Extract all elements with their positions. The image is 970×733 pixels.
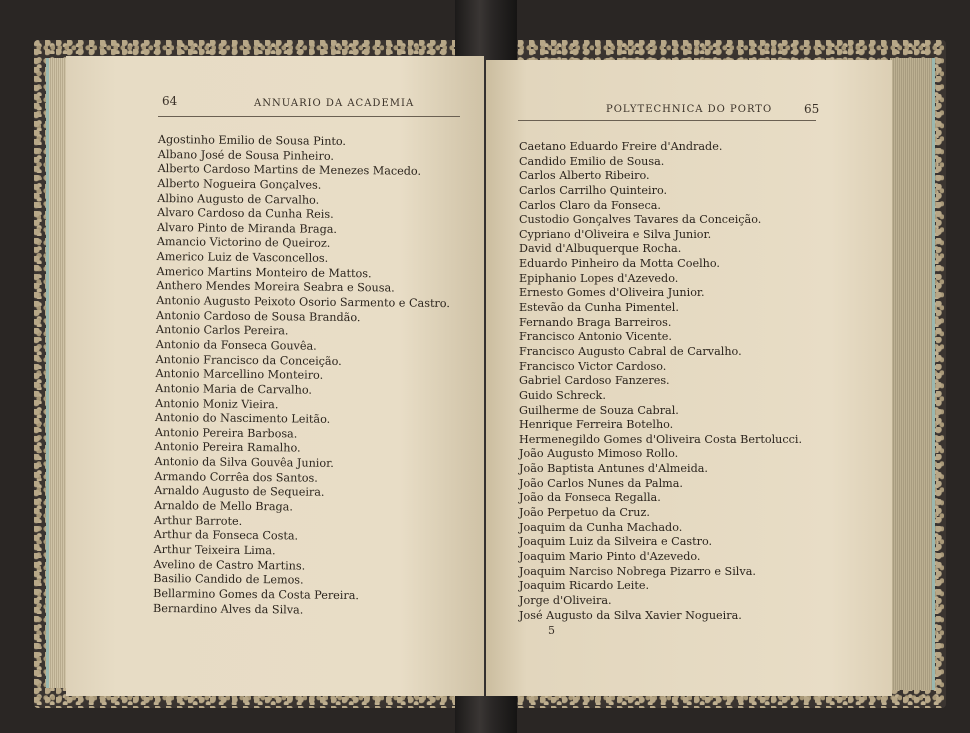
name-entry: Carlos Alberto Ribeiro. — [519, 169, 650, 183]
left-name-list — [153, 133, 452, 619]
name-entry: Epiphanio Lopes d'Azevedo. — [519, 271, 679, 285]
name-entry: João Perpetuo da Cruz. — [519, 506, 650, 520]
right-running-head: POLYTECHNICA DO PORTO — [606, 104, 773, 115]
left-running-head: ANNUARIO DA ACADEMIA — [254, 98, 415, 109]
name-entry: Joaquim Luiz da Silveira e Castro. — [519, 535, 713, 549]
name-entry: David d'Albuquerque Rocha. — [519, 242, 682, 256]
name-entry: Armando Corrêa dos Santos. — [154, 469, 318, 485]
name-entry: Amancio Victorino de Queiroz. — [156, 235, 331, 251]
name-entry: Avelino de Castro Martins. — [153, 557, 306, 573]
name-entry: Antonio Pereira Barbosa. — [154, 425, 298, 441]
name-entry: Antonio Marcellino Monteiro. — [155, 367, 324, 382]
name-entry: Francisco Augusto Cabral de Carvalho. — [519, 344, 742, 358]
name-entry: Antonio Carlos Pereira. — [155, 323, 289, 338]
name-entry: Albano José de Sousa Pinheiro. — [157, 147, 335, 163]
name-entry: Custodio Gonçalves Tavares da Conceição. — [519, 213, 762, 227]
name-entry: Arthur da Fonseca Costa. — [153, 528, 299, 543]
name-entry: Agostinho Emilio de Sousa Pinto. — [157, 133, 347, 148]
name-entry: Arnaldo de Mello Braga. — [154, 498, 293, 514]
name-entry: Antonio Cardoso de Sousa Brandão. — [156, 308, 361, 324]
right-name-list — [519, 140, 802, 623]
name-entry: João Baptista Antunes d'Almeida. — [519, 462, 708, 476]
name-entry: Candido Emilio de Sousa. — [519, 154, 665, 168]
name-entry: Antonio da Silva Gouvêa Junior. — [154, 455, 334, 470]
name-entry: Alvaro Cardoso da Cunha Reis. — [157, 206, 334, 222]
name-entry: Eduardo Pinheiro da Motta Coelho. — [519, 257, 720, 271]
name-entry: Carlos Claro da Fonseca. — [519, 198, 661, 212]
name-entry: Antonio Pereira Ramalho. — [154, 440, 301, 455]
name-entry: Gabriel Cardoso Fanzeres. — [519, 374, 670, 388]
right-page-stack-edge — [890, 58, 935, 690]
name-entry: Cypriano d'Oliveira e Silva Junior. — [519, 227, 712, 241]
name-entry: Arnaldo Augusto de Sequeira. — [154, 484, 325, 500]
name-entry: Alberto Nogueira Gonçalves. — [157, 176, 322, 192]
name-entry: Albino Augusto de Carvalho. — [157, 191, 320, 207]
name-entry: Antonio Francisco da Conceição. — [155, 352, 342, 368]
name-entry: Anthero Mendes Moreira Seabra e Sousa. — [156, 279, 395, 295]
name-entry: Hermenegildo Gomes d'Oliveira Costa Bertolucci. — [519, 432, 803, 446]
name-entry: Arthur Barrote. — [153, 513, 243, 528]
right-header-rule — [518, 120, 816, 121]
name-entry: João Augusto Mimoso Rollo. — [519, 447, 679, 461]
name-entry: Bernardino Alves da Silva. — [152, 601, 304, 617]
name-entry: Jorge d'Oliveira. — [519, 593, 612, 607]
right-page-number: 65 — [804, 102, 820, 116]
name-entry: Francisco Antonio Vicente. — [519, 330, 672, 344]
name-entry: Carlos Carrilho Quinteiro. — [519, 183, 668, 197]
name-entry: Alvaro Pinto de Miranda Braga. — [156, 220, 338, 236]
name-entry: Henrique Ferreira Botelho. — [519, 418, 674, 432]
name-entry: Joaquim Narciso Nobrega Pizarro e Silva. — [519, 564, 756, 578]
name-entry: Antonio do Nascimento Leitão. — [154, 411, 331, 426]
name-entry: Antonio Moniz Vieira. — [155, 396, 279, 411]
name-entry: Antonio Maria de Carvalho. — [155, 381, 313, 397]
name-entry: Antonio da Fonseca Gouvêa. — [155, 337, 317, 353]
name-entry: João da Fonseca Regalla. — [519, 491, 661, 505]
name-entry: José Augusto da Silva Xavier Nogueira. — [519, 608, 742, 622]
name-entry: Alberto Cardoso Martins de Menezes Macedo. — [157, 162, 422, 179]
name-entry: Arthur Teixeira Lima. — [153, 542, 276, 558]
name-entry: Fernando Braga Barreiros. — [519, 315, 672, 329]
name-entry: Basilio Candido de Lemos. — [153, 572, 304, 587]
name-entry: Americo Luiz de Vasconcellos. — [156, 250, 329, 265]
name-entry: Caetano Eduardo Freire d'Andrade. — [519, 140, 723, 153]
right-page — [486, 60, 892, 696]
name-entry: Joaquim da Cunha Machado. — [519, 520, 683, 534]
left-page-number: 64 — [162, 94, 178, 108]
name-entry: Americo Martins Monteiro de Mattos. — [156, 264, 372, 281]
name-entry: João Carlos Nunes da Palma. — [519, 476, 683, 490]
name-entry: Francisco Victor Cardoso. — [519, 359, 667, 373]
left-page — [66, 56, 484, 696]
name-entry: Guilherme de Souza Cabral. — [519, 403, 679, 417]
name-entry: Estevão da Cunha Pimentel. — [519, 301, 679, 315]
name-entry: Bellarmino Gomes da Costa Pereira. — [153, 586, 360, 602]
name-entry: Joaquim Mario Pinto d'Azevedo. — [519, 549, 701, 563]
name-entry: Guido Schreck. — [519, 388, 606, 402]
left-header-rule — [158, 116, 460, 117]
signature-mark: 5 — [548, 624, 555, 637]
name-entry: Antonio Augusto Peixoto Osorio Sarmento e Castro. — [156, 294, 450, 311]
name-entry: Joaquim Ricardo Leite. — [519, 579, 650, 593]
name-entry: Ernesto Gomes d'Oliveira Junior. — [519, 286, 705, 300]
